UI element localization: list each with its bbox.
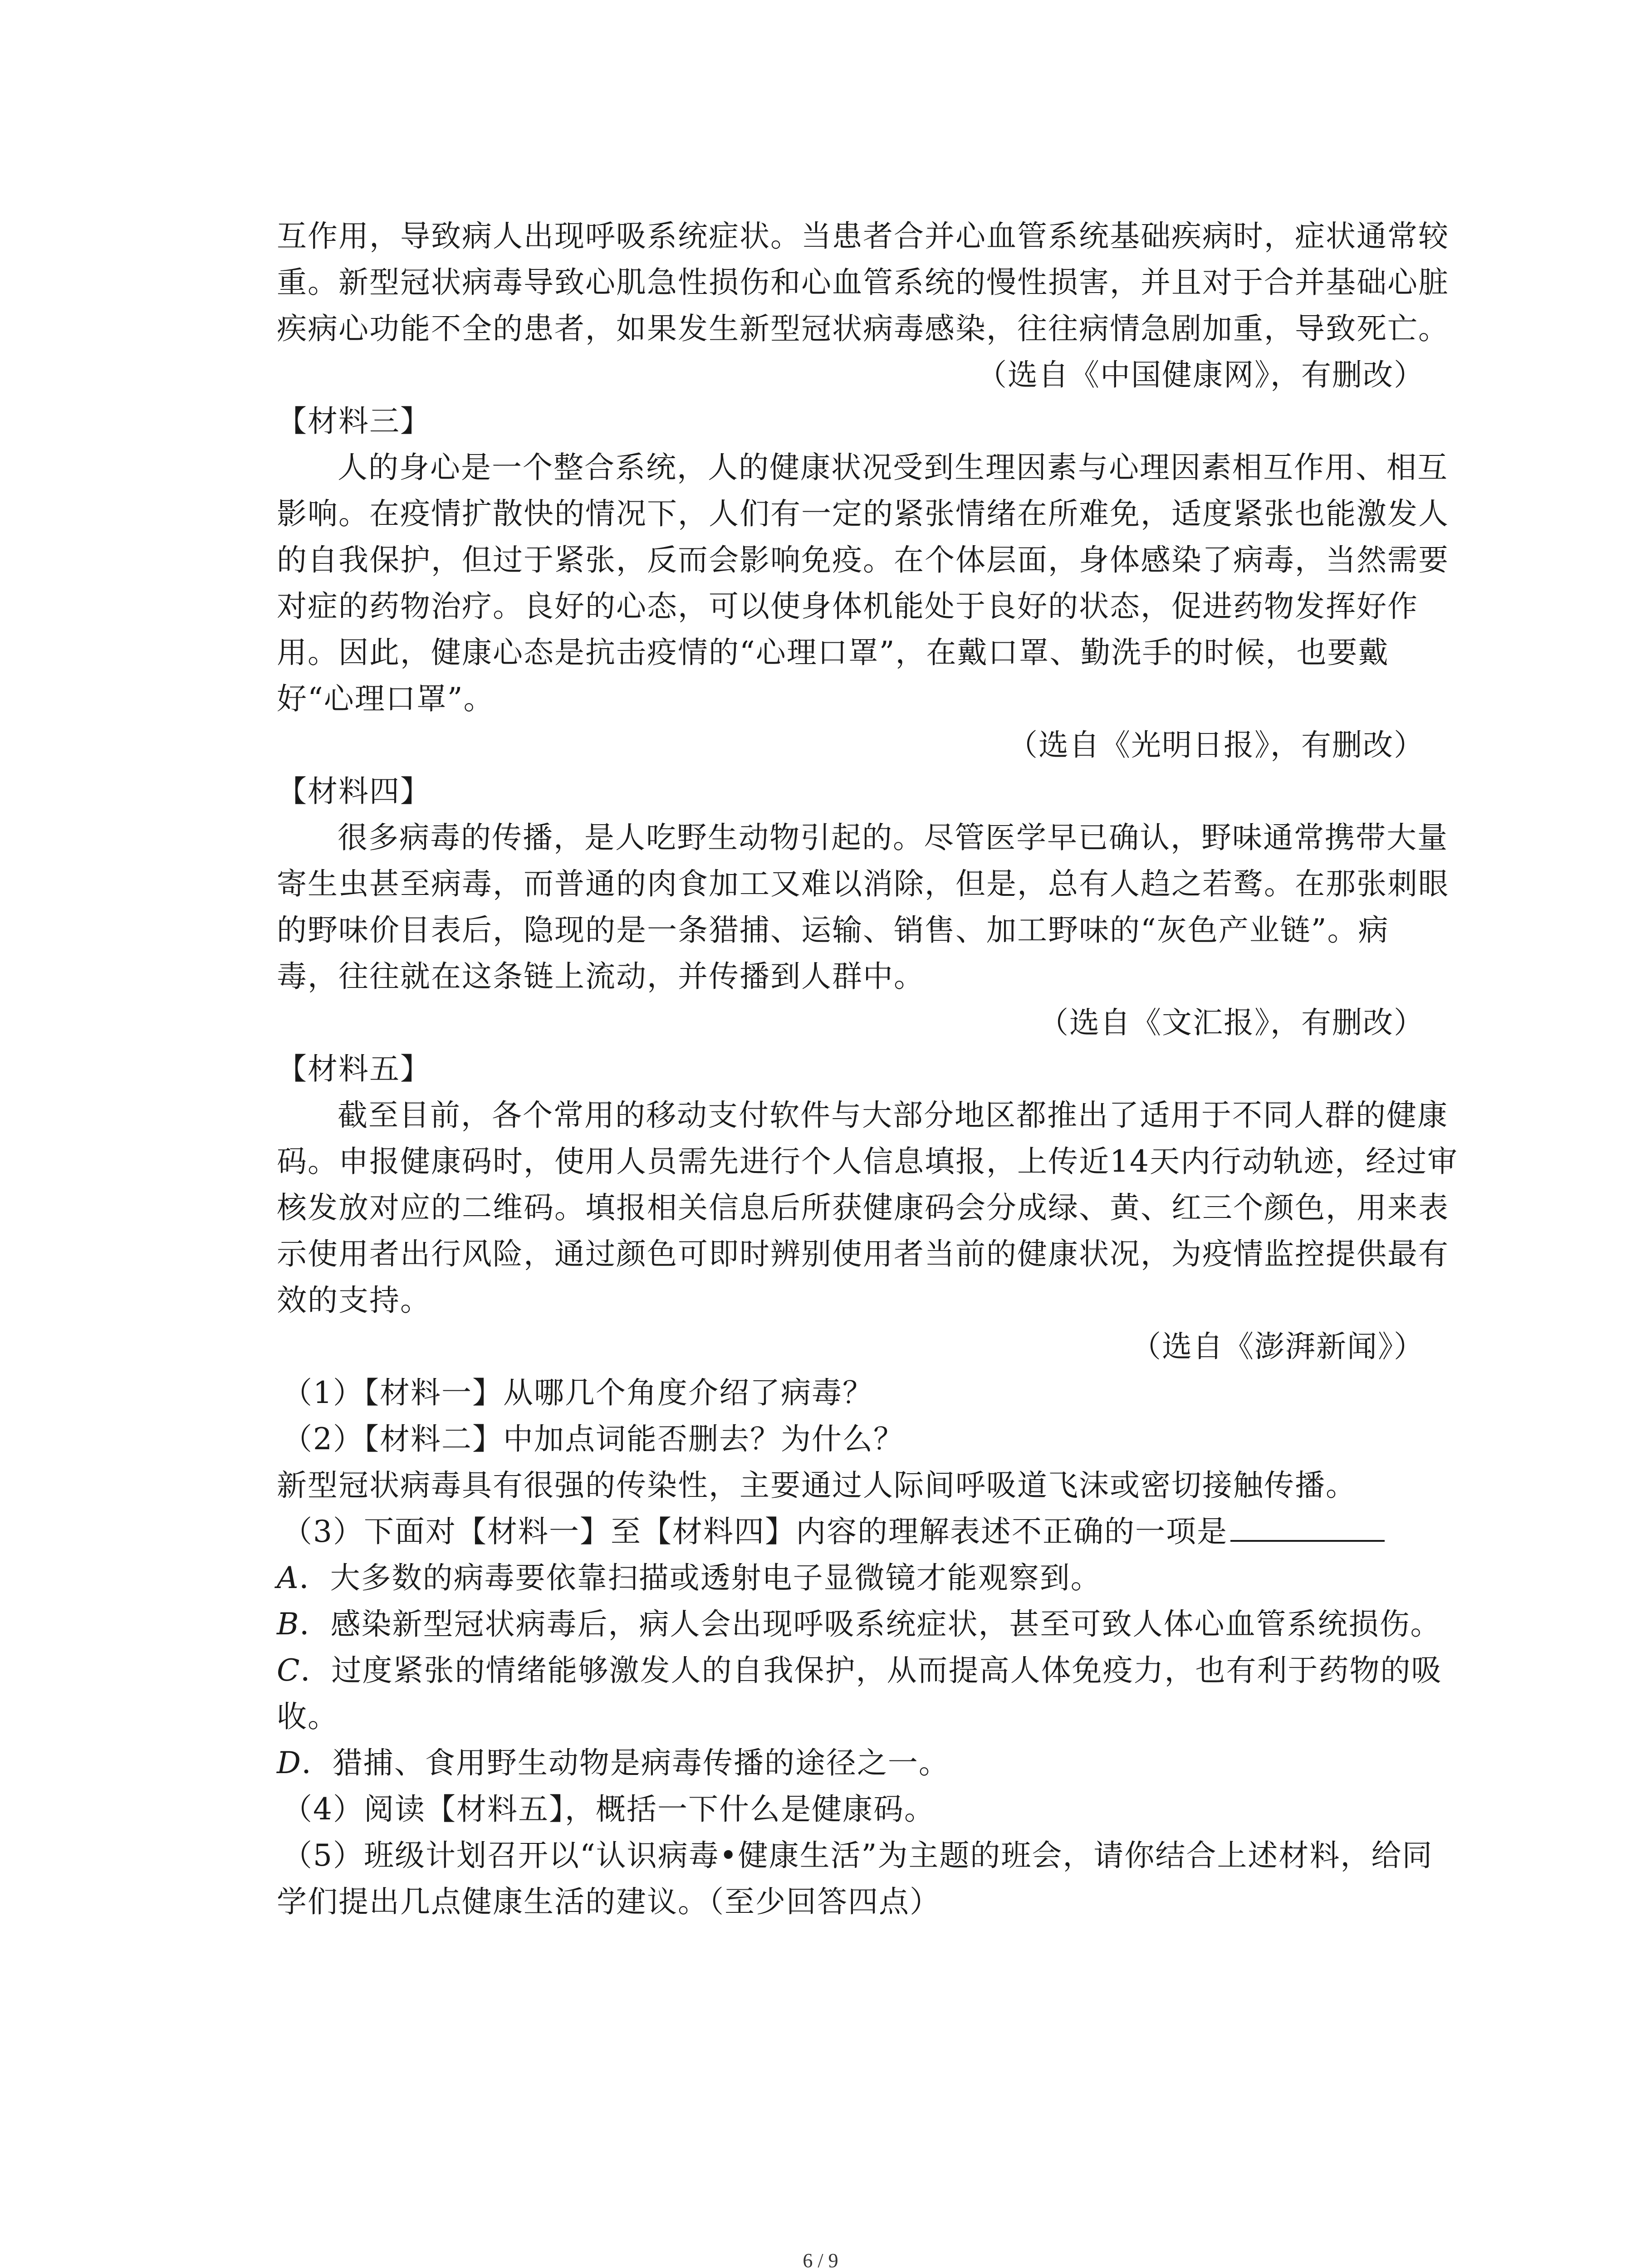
- option-letter: C: [277, 1653, 301, 1688]
- option-text: ．大多数的病毒要依靠扫描或透射电子显微镜才能观察到。: [299, 1560, 1102, 1595]
- material-2-tail: [277, 213, 1449, 398]
- option-letter: A: [277, 1560, 299, 1595]
- paragraph-line: 影响。在疫情扩散快的情况下，人们有一定的紧张情绪在所难免，适度紧张也能激发人: [277, 496, 1449, 531]
- option-letter: B: [277, 1607, 300, 1642]
- document-page: [277, 213, 1458, 1925]
- option-c-continued: 收。: [277, 1699, 338, 1734]
- option-a: [277, 1555, 1425, 1601]
- paragraph-line: 寄生虫甚至病毒，而普通的肉食加工又难以消除，但是，总有人趋之若鹜。在那张刺眼: [277, 866, 1449, 901]
- material-heading: 【材料四】: [277, 774, 431, 809]
- question-4: （4）阅读【材料五】，概括一下什么是健康码。: [282, 1792, 935, 1827]
- question-2-sentence: 新型冠状病毒具有很强的传染性，主要通过人际间呼吸道飞沫或密切接触传播。: [277, 1468, 1357, 1503]
- question-2: （2）【材料二】中加点词能否删去？为什么？: [282, 1422, 904, 1457]
- question-1: （1）【材料一】从哪几个角度介绍了病毒？: [282, 1375, 873, 1410]
- option-text: ．感染新型冠状病毒后，病人会出现呼吸系统症状，甚至可致人体心血管系统损伤。: [299, 1607, 1441, 1642]
- paragraph-line: 好“心理口罩”。: [277, 681, 495, 716]
- paragraph-line: 用。因此，健康心态是抗击疫情的“心理口罩”，在戴口罩、勤洗手的时候，也要戴: [277, 635, 1389, 670]
- paragraph-line: 码。申报健康码时，使用人员需先进行个人信息填报，上传近14天内行动轨迹，经过审: [277, 1144, 1458, 1179]
- paragraph-line: 效的支持。: [277, 1283, 431, 1318]
- source-citation: （选自《中国健康网》，有删改）: [977, 357, 1425, 392]
- answer-blank[interactable]: [1230, 1514, 1385, 1542]
- material-3: [277, 398, 1449, 768]
- question-5-line-1: （5）班级计划召开以“认识病毒•健康生活”为主题的班会，请你结合上述材料，给同: [282, 1838, 1433, 1873]
- page-number: 6 / 9: [803, 2249, 838, 2268]
- material-heading: 【材料五】: [277, 1051, 431, 1086]
- paragraph-line: 疾病心功能不全的患者，如果发生新型冠状病毒感染，往往病情急剧加重，导致死亡。: [277, 311, 1449, 346]
- paragraph-line: 的野味价目表后，隐现的是一条猎捕、运输、销售、加工野味的“灰色产业链”。病: [277, 913, 1389, 948]
- option-text: ．过度紧张的情绪能够激发人的自我保护，从而提高人体免疫力，也有利于药物的吸: [300, 1653, 1442, 1688]
- source-citation: （选自《澎湃新闻》）: [1131, 1329, 1425, 1364]
- option-letter: D: [277, 1745, 302, 1780]
- paragraph-line: 对症的药物治疗。良好的心态，可以使身体机能处于良好的状态，促进药物发挥好作: [277, 589, 1418, 624]
- paragraph-line: 人的身心是一个整合系统，人的健康状况受到生理因素与心理因素相互作用、相互: [338, 450, 1448, 485]
- paragraph-line: 很多病毒的传播，是人吃野生动物引起的。尽管医学早已确认，野味通常携带大量: [338, 820, 1448, 855]
- paragraph-line: 截至目前，各个常用的移动支付软件与大部分地区都推出了适用于不同人群的健康: [338, 1098, 1448, 1133]
- paragraph-line: 的自我保护，但过于紧张，反而会影响免疫。在个体层面，身体感染了病毒，当然需要: [277, 543, 1449, 577]
- option-d: [277, 1740, 1425, 1786]
- material-heading: 【材料三】: [277, 404, 431, 439]
- material-4: [277, 768, 1449, 1046]
- paragraph-line: 核发放对应的二维码。填报相关信息后所获健康码会分成绿、黄、红三个颜色，用来表: [277, 1190, 1449, 1225]
- material-5: [277, 1046, 1458, 1370]
- paragraph-line: 示使用者出行风险，通过颜色可即时辨别使用者当前的健康状况，为疫情监控提供最有: [277, 1237, 1449, 1271]
- questions: [277, 1370, 1442, 1925]
- option-c: [277, 1647, 1442, 1694]
- option-b: [277, 1601, 1441, 1647]
- paragraph-line: 重。新型冠状病毒导致心肌急性损伤和心血管系统的慢性损害，并且对于合并基础心脏: [277, 265, 1449, 300]
- source-citation: （选自《文汇报》，有删改）: [1038, 1005, 1425, 1040]
- question-3: [277, 1509, 1425, 1555]
- option-text: ．猎捕、食用野生动物是病毒传播的途径之一。: [301, 1745, 950, 1780]
- paragraph-line: 毒，往往就在这条链上流动，并传播到人群中。: [277, 959, 925, 994]
- question-3-text: （3）下面对【材料一】至【材料四】内容的理解表述不正确的一项是: [282, 1514, 1228, 1549]
- source-citation: （选自《光明日报》，有删改）: [1008, 728, 1425, 763]
- question-5-line-2: 学们提出几点健康生活的建议。（至少回答四点）: [277, 1884, 941, 1919]
- paragraph-line: 互作用，导致病人出现呼吸系统症状。当患者合并心血管系统基础疾病时，症状通常较: [277, 219, 1449, 254]
